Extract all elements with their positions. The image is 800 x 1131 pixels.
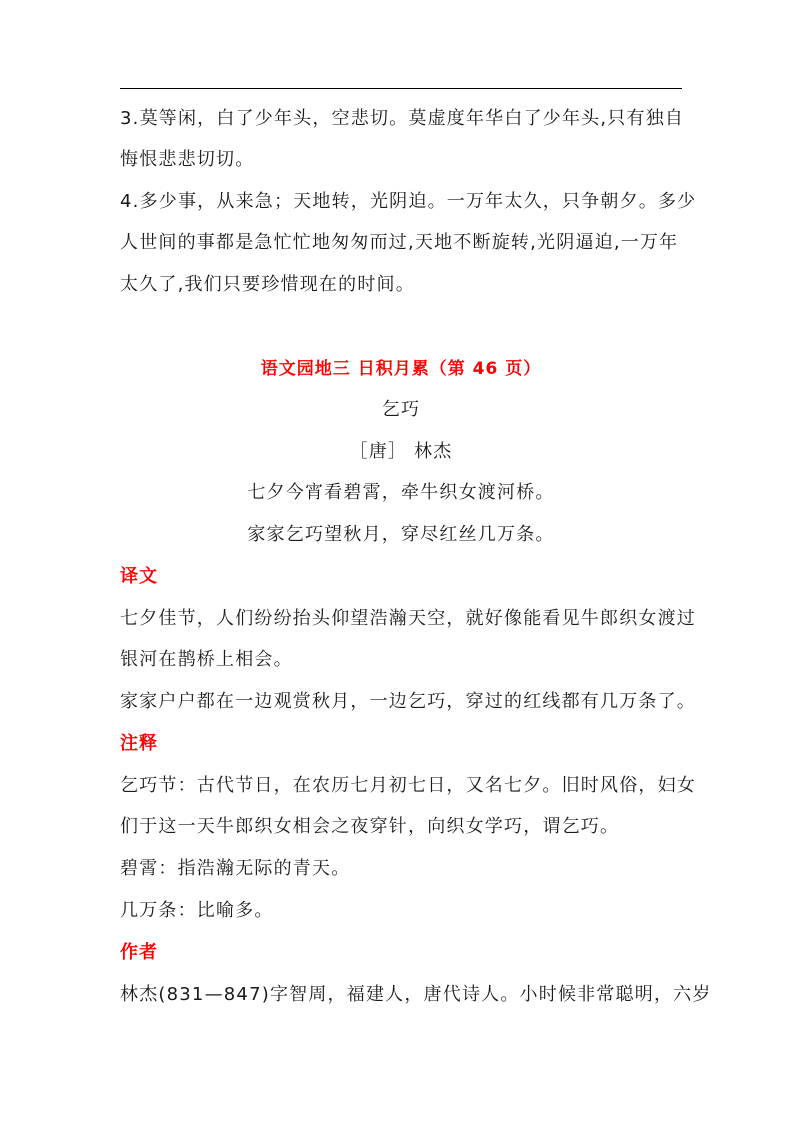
paragraph-3-line-2: 悔恨悲悲切切。	[120, 149, 255, 170]
translation-line-2: 银河在鹊桥上相会。	[120, 649, 293, 670]
paragraph-4-line-3: 太久了,我们只要珍惜现在的时间。	[120, 274, 415, 295]
notes-heading: 注释	[120, 733, 158, 754]
paragraph-4-line-1: 4.多少事，从来急；天地转，光阴迫。一万年太久，只争朝夕。多少	[120, 191, 697, 212]
author-heading: 作者	[120, 942, 158, 963]
header-rule	[120, 88, 682, 89]
poem-line-1: 七夕今宵看碧霄，牵牛织女渡河桥。	[247, 482, 555, 503]
author-line-1: 林杰(831—847)字智周，福建人，唐代诗人。小时候非常聪明，六岁	[120, 984, 712, 1005]
poem-line-2: 家家乞巧望秋月，穿尽红丝几万条。	[247, 524, 555, 545]
translation-heading: 译文	[120, 566, 158, 587]
note-2: 碧霄：指浩瀚无际的青天。	[120, 858, 351, 879]
poem-title: 乞巧	[381, 399, 421, 420]
paragraph-4-line-2: 人世间的事都是急忙忙地匆匆而过,天地不断旋转,光阴逼迫,一万年	[120, 232, 679, 253]
paragraph-3-line-1: 3.莫等闲，白了少年头，空悲切。莫虚度年华白了少年头,只有独自	[120, 108, 685, 129]
translation-line-3: 家家户户都在一边观赏秋月，一边乞巧，穿过的红线都有几万条了。	[120, 691, 696, 712]
poem-author: ［唐］ 林杰	[349, 441, 453, 462]
note-1-line-1: 乞巧节：古代节日，在农历七月初七日，又名七夕。旧时风俗，妇女	[120, 775, 696, 796]
note-1-line-2: 们于这一天牛郎织女相会之夜穿针，向织女学巧，谓乞巧。	[120, 816, 620, 837]
note-3: 几万条：比喻多。	[120, 900, 274, 921]
section-title: 语文园地三 日积月累（第 46 页）	[260, 359, 542, 379]
translation-line-1: 七夕佳节，人们纷纷抬头仰望浩瀚天空，就好像能看见牛郎织女渡过	[120, 608, 696, 629]
